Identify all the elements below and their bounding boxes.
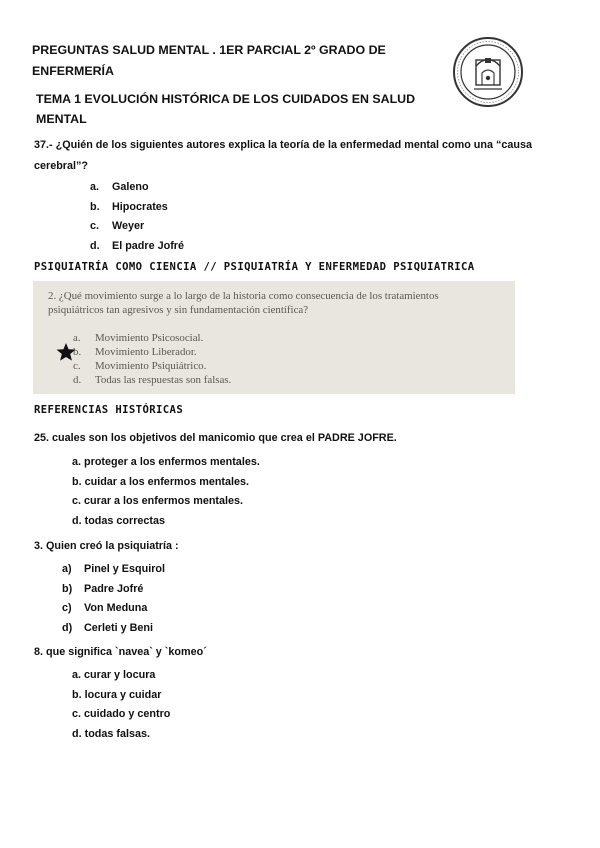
star-mark-icon (55, 342, 77, 362)
university-seal (452, 36, 524, 108)
option-item: c. Weyer (90, 220, 145, 232)
photo-option-c: c. Movimiento Psiquiátrico. (73, 360, 207, 372)
photo-question-2 (33, 281, 515, 394)
question-37-line-1: 37.- ¿Quién de los siguientes autores explica la teoría de la enfermedad mental como una “causa (34, 139, 533, 151)
question-37-options (90, 178, 184, 256)
topic-line-2: MENTAL (36, 112, 87, 126)
photo-option-d: d. Todas las respuestas son falsas. (73, 374, 232, 386)
option-item: d. El padre Jofré (90, 239, 185, 252)
question-8-options (72, 666, 170, 744)
option-item: a) Pinel y Esquirol (62, 563, 165, 575)
option-item: b. Hipocrates (90, 200, 168, 213)
option-item: c) Von Meduna (62, 602, 148, 614)
title-line-2: ENFERMERÍA (32, 64, 114, 78)
photo-option-a: a. Movimiento Psicosocial. (73, 332, 204, 344)
option-item: d. todas correctas (72, 514, 166, 527)
option-item: b. cuidar a los enfermos mentales. (72, 475, 250, 488)
topic-heading (36, 89, 426, 129)
topic-line-1: TEMA 1 EVOLUCIÓN HISTÓRICA DE LOS CUIDADOS EN SALUD (36, 92, 416, 106)
option-item: c. curar a los enfermos mentales. (72, 495, 244, 507)
document-title (32, 40, 432, 82)
option-item: b) Padre Jofré (62, 582, 144, 595)
question-8: 8. que significa `navea` y `komeo´ (34, 646, 207, 658)
question-25: 25. cuales son los objetivos del manicomio que crea el PADRE JOFRE. (34, 432, 397, 444)
title-line-1: PREGUNTAS SALUD MENTAL . 1ER PARCIAL 2º GRADO DE (32, 43, 386, 57)
option-item: d) Cerleti y Beni (62, 621, 154, 634)
option-item: b. locura y cuidar (72, 688, 162, 701)
option-item: d. todas falsas. (72, 727, 151, 740)
photo-option-b: b. Movimiento Liberador. (73, 346, 197, 358)
section-heading-psiquiatria: PSIQUIATRÍA COMO CIENCIA // PSIQUIATRÍA Y ENFERMEDAD PSIQUIATRICA (34, 261, 475, 273)
option-item: c. cuidado y centro (72, 708, 171, 720)
question-37-line-2: cerebral”? (34, 160, 89, 172)
option-item: a. proteger a los enfermos mentales. (72, 456, 260, 468)
option-item: a. curar y locura (72, 669, 156, 681)
question-37 (34, 135, 574, 177)
photo-question-text-line-2: psiquiátricos tan agresivos y sin fundamentación científica? (48, 304, 309, 316)
question-3-options (62, 560, 165, 638)
question-3: 3. Quien creó la psiquiatría : (34, 540, 179, 552)
question-25-options (72, 453, 260, 531)
seal-emblem (452, 36, 524, 108)
photo-question-text-line-1: 2. ¿Qué movimiento surge a lo largo de la historia como consecuencia de los tratamientos (48, 290, 439, 302)
option-item: a. Galeno (90, 181, 149, 193)
section-heading-referencias: REFERENCIAS HISTÓRICAS (34, 404, 184, 416)
